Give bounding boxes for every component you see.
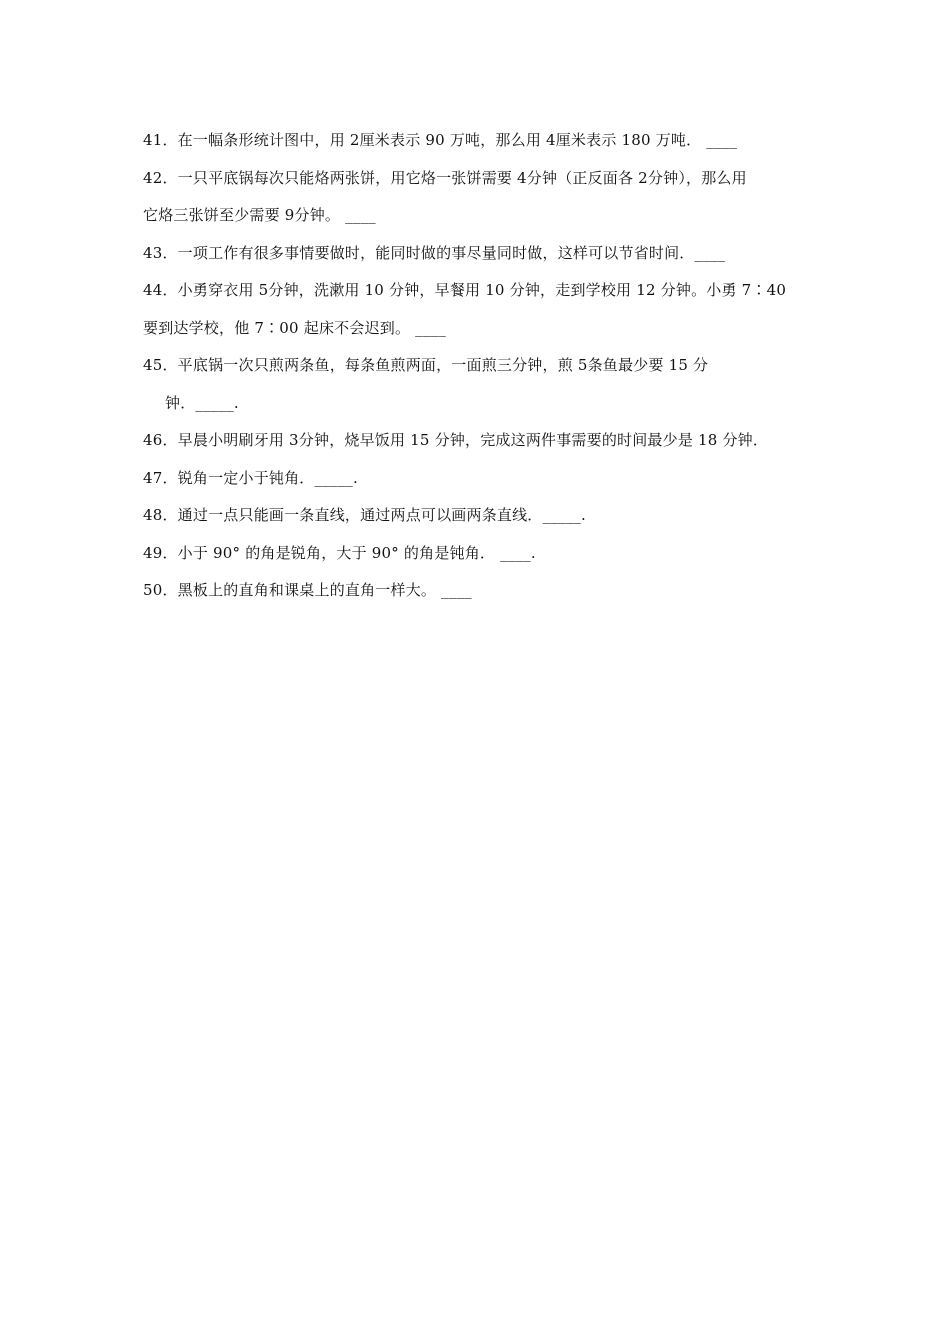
question-46: 46．早晨小明刷牙用 3分钟，烧早饭用 15 分钟，完成这两件事需要的时间最少是 18 分钟．	[143, 431, 769, 449]
question-48: 48．通过一点只能画一条直线，通过两点可以画两条直线．_____.	[143, 506, 586, 524]
question-45: 45．平底锅一次只煎两条鱼，每条鱼煎两面，一面煎三分钟，煎 5条鱼最少要 15 分	[143, 356, 709, 374]
question-41: 41．在一幅条形统计图中，用 2厘米表示 90 万吨，那么用 4厘米表示 180 万吨． ____	[143, 131, 738, 149]
question-47: 47．锐角一定小于钝角．_____.	[143, 468, 358, 487]
question-42-continuation: 它烙三张饼至少需要 9分钟。 ____	[143, 206, 376, 224]
question-44: 44．小勇穿衣用 5分钟，洗漱用 10 分钟，早餐用 10 分钟，走到学校用 12 分钟。小勇 7∶40	[143, 281, 787, 299]
question-49: 49．小于 90° 的角是锐角，大于 90° 的角是钝角． ____.	[143, 543, 536, 562]
question-45-continuation: 钟．_____.	[165, 393, 239, 412]
question-44-continuation: 要到达学校，他 7∶00 起床不会迟到。 ____	[143, 318, 446, 337]
question-42: 42．一只平底锅每次只能烙两张饼，用它烙一张饼需要 4分钟（正反面各 2分钟），那么用	[143, 168, 747, 187]
question-list	[143, 122, 813, 610]
question-43: 43．一项工作有很多事情要做时，能同时做的事尽量同时做，这样可以节省时间．____	[143, 243, 726, 262]
question-50: 50．黑板上的直角和课桌上的直角一样大。 ____	[143, 581, 472, 599]
